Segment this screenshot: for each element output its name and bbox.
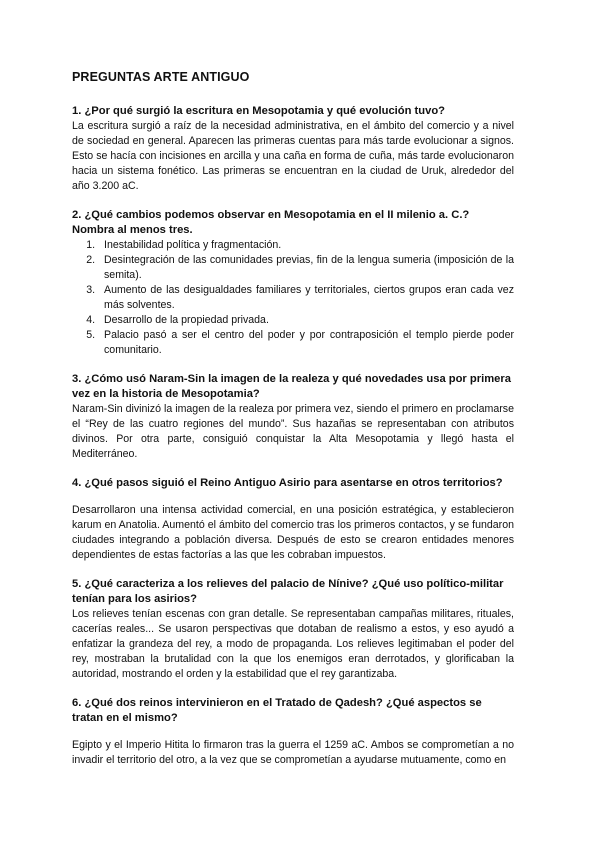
question-heading: 1. ¿Por qué surgió la escritura en Mesopotamia y qué evolución tuvo? [72, 105, 445, 117]
list-item: 3. Aumento de las desigualdades familiares y territoriales, ciertos grupos eran cada vez más solventes. [98, 283, 514, 313]
question-section-6 [72, 696, 514, 768]
document-title: PREGUNTAS ARTE ANTIGUO [72, 70, 250, 84]
question-section-2 [72, 208, 514, 358]
question-section-1 [72, 104, 514, 194]
list-item: 4. Desarrollo de la propiedad privada. [98, 313, 514, 328]
list-item: 2. Desintegración de las comunidades previas, fin de la lengua sumeria (imposición de la semita). [98, 253, 514, 283]
list-item: 5. Palacio pasó a ser el centro del poder y por contraposición el templo pierde poder comunitario. [98, 328, 514, 358]
answer-paragraph: Egipto y el Imperio Hitita lo firmaron tras la guerra el 1259 aC. Ambos se comprometían a no invadir el territorio del otro, a la vez que se comprometían a ayudarse mutuamente, como en [72, 739, 514, 766]
question-heading: 3. ¿Cómo usó Naram-Sin la imagen de la realeza y qué novedades usa por primera vez en la historia de Mesopotamia? [72, 373, 511, 400]
question-section-4 [72, 476, 514, 563]
answer-paragraph: Naram-Sin divinizó la imagen de la realeza por primera vez, siendo el primero en proclamarse el “Rey de las cuatro regiones del mundo”. Sus hazañas se representaban con atributos divinos. Por otra parte, consiguió conquistar la Alta Mesopotamia y llegó hasta el Mediterráneo. [72, 403, 514, 460]
question-section-5 [72, 577, 514, 682]
answer-list [72, 238, 514, 358]
question-section-3 [72, 372, 514, 462]
answer-paragraph: La escritura surgió a raíz de la necesidad administrativa, en el ámbito del comercio y a nivel de sociedad en general. Aparecen las primeras cuentas para más tarde evolucionar a signos. Esto se hacía con incisiones en arcilla y una caña en forma de cuña, más tarde evolucionaron hacia un sistema fonético. Las primeras se encuentran en la ciudad de Uruk, alrededor del año 3.200 aC. [72, 120, 514, 192]
question-heading: 5. ¿Qué caracteriza a los relieves del palacio de Nínive? ¿Qué uso político-militar tenían para los asirios? [72, 578, 504, 605]
question-heading: 2. ¿Qué cambios podemos observar en Mesopotamia en el II milenio a. C.? Nombra al menos tres. [72, 209, 470, 236]
paragraph-gap [72, 491, 514, 503]
list-item: 1. Inestabilidad política y fragmentación. [98, 238, 514, 253]
answer-paragraph: Los relieves tenían escenas con gran detalle. Se representaban campañas militares, rituales, cacerías reales... Se usaron perspectivas que dotaban de realismo a estos, y eso ayudó a enfatizar la grandeza del rey, a modo de propaganda. Los relieves legitimaban el poder del rey, mostraban la brutalidad con la que los enemigos eran derrotados, y glorificaban la autoridad, mostrando el orden y la estabilidad que el rey garantizaba. [72, 608, 514, 680]
question-heading: 6. ¿Qué dos reinos intervinieron en el Tratado de Qadesh? ¿Qué aspectos se tratan en el mismo? [72, 697, 482, 724]
paragraph-gap [72, 726, 514, 738]
answer-paragraph: Desarrollaron una intensa actividad comercial, en una posición estratégica, y establecieron karum en Anatolia. Aumentó el ámbito del comercio tras los primeros contactos, y se fundaron ciudades integrando a población diversa. Después de esto se crearon entidades menores dependientes de estas factorías a las que les cobraban impuestos. [72, 504, 514, 561]
question-heading: 4. ¿Qué pasos siguió el Reino Antiguo Asirio para asentarse en otros territorios? [72, 477, 503, 489]
